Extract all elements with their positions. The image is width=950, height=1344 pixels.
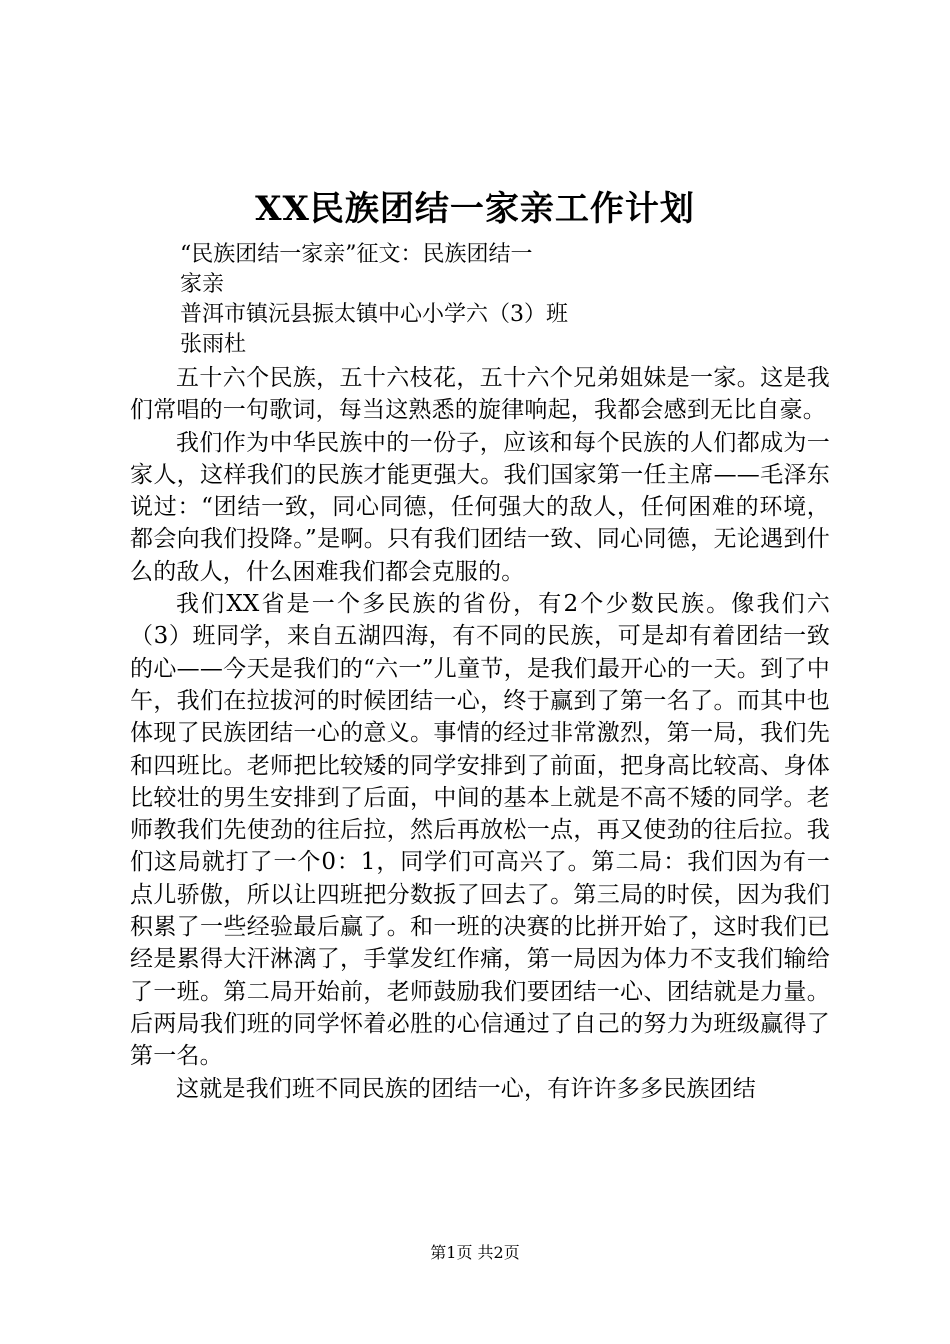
essay-heading-line-2: 家亲 [180,272,225,297]
essay-heading-line-1: “民族团结一家亲”征文：民族团结一 [180,242,533,267]
paragraph-4: 这就是我们班不同民族的团结一心，有许许多多民族团结 [176,1075,756,1102]
paragraph-1: 五十六个民族，五十六枝花，五十六个兄弟姐妹是一家。这是我们常唱的一句歌词，每当这熟悉的旋律响起，我都会感到无比自豪。 [130,365,830,424]
paragraph-2: 我们作为中华民族中的一份子，应该和每个民族的人们都成为一家人，这样我们的民族才能更强大。我们国家第一任主席——毛泽东说过：“团结一致，同心同德，任何强大的敌人，任何困难的环境，都会向我们投降。”是啊。只有我们团结一致、同心同德，无论遇到什么的敌人，什么困难我们都会克服的。 [130,429,830,585]
school-class-line: 普洱市镇沅县振太镇中心小学六（3）班 [180,302,568,327]
document-body [130,362,830,1105]
author-name: 张雨杜 [180,332,247,357]
page-footer: 第1页 共2页 [430,1243,520,1262]
document-title: XX民族团结一家亲工作计划 [255,189,695,229]
paragraph-3: 我们XX省是一个多民族的省份，有2个少数民族。像我们六（3）班同学，来自五湖四海，有不同的民族，可是却有着团结一致的心——今天是我们的“六一”儿童节，是我们最开心的一天。到了中午，我们在拉拔河的时候团结一心，终于赢到了第一名了。而其中也体现了民族团结一心的意义。事情的经过非常激烈，第一局，我们先和四班比。老师把比较矮的同学安排到了前面，把身高比较高、身体比较壮的男生安排到了后面，中间的基本上就是不高不矮的同学。老师教我们先使劲的往后拉，然后再放松一点，再又使劲的往后拉。我们这局就打了一个0：1，同学们可高兴了。第二局：我们因为有一点儿骄傲，所以让四班把分数扳了回去了。第三局的时侯，因为我们积累了一些经验最后赢了。和一班的决赛的比拼开始了，这时我们已经是累得大汗淋漓了，手掌发红作痛，第一局因为体力不支我们输给了一班。第二局开始前，老师鼓励我们要团结一心、团结就是力量。后两局我们班的同学怀着必胜的心信通过了自己的努力为班级赢得了第一名。 [130,591,830,1070]
